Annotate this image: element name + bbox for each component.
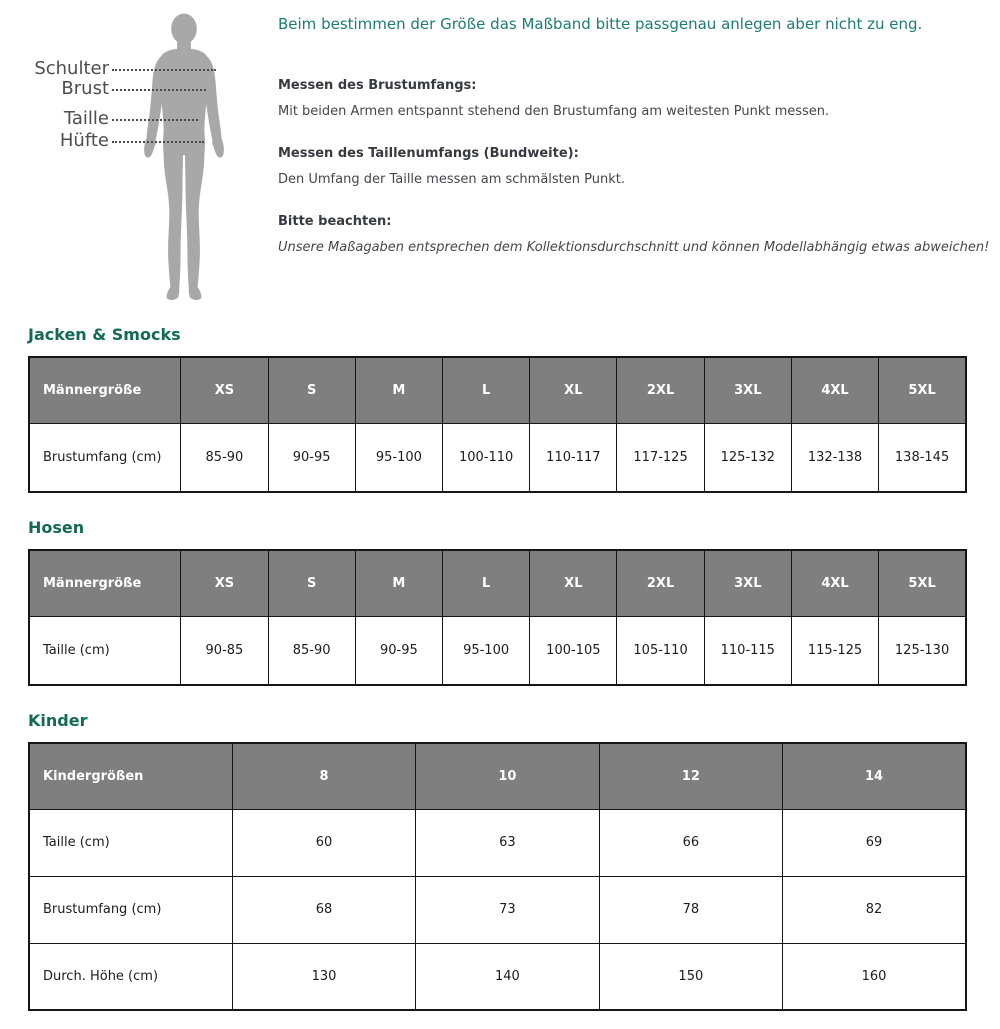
taille-dotted-line [112,119,198,121]
value-cell: 100-105 [530,616,617,685]
size-column-header: 4XL [791,550,878,616]
value-cell: 117-125 [617,423,704,492]
hosen-size-table [28,549,967,686]
huefte-label: Hüfte [59,129,109,151]
size-column-header: 2XL [617,357,704,423]
measurement-label-cell: Taille (cm) [29,616,181,685]
intro-section-heading: Messen des Brustumfangs: [278,78,477,93]
size-column-header: 12 [599,743,782,809]
value-cell: 110-115 [704,616,791,685]
measurement-label-cell: Taille (cm) [29,809,232,876]
schulter-dotted-line [112,69,216,71]
size-column-header: 8 [232,743,415,809]
value-cell: 125-130 [879,616,966,685]
table-header-row [29,550,966,616]
table-data-row [29,616,966,685]
value-cell: 85-90 [268,616,355,685]
intro-section-body: Den Umfang der Taille messen am schmälsten Punkt. [278,172,626,187]
measurement-label-cell: Durch. Höhe (cm) [29,943,232,1010]
intro-section-heading: Messen des Taillenumfangs (Bundweite): [278,146,579,161]
value-cell: 110-117 [530,423,617,492]
size-column-header: 3XL [704,550,791,616]
measure-row-taille [0,107,198,129]
value-cell: 68 [232,876,415,943]
size-column-header: XL [530,550,617,616]
size-column-header: 10 [416,743,599,809]
taille-label: Taille [63,107,109,129]
huefte-dotted-line [112,141,204,143]
section-title-hosen: Hosen [28,518,85,537]
size-column-header: 5XL [879,550,966,616]
value-cell: 90-95 [268,423,355,492]
schulter-label: Schulter [34,57,109,79]
value-cell: 105-110 [617,616,704,685]
intro-section-brustumfang [278,78,992,120]
intro-section-heading: Bitte beachten: [278,214,392,229]
value-cell: 90-95 [355,616,442,685]
value-cell: 138-145 [879,423,966,492]
value-cell: 130 [232,943,415,1010]
table-header-row [29,357,966,423]
measurement-label-cell: Brustumfang (cm) [29,876,232,943]
size-column-header: L [442,357,529,423]
value-cell: 160 [783,943,966,1010]
value-cell: 100-110 [442,423,529,492]
table-header-row [29,743,966,809]
size-column-header: XS [181,357,268,423]
value-cell: 115-125 [791,616,878,685]
size-column-header: XS [181,550,268,616]
value-cell: 125-132 [704,423,791,492]
table-data-row [29,809,966,876]
table-data-row [29,423,966,492]
value-cell: 95-100 [355,423,442,492]
size-column-header: L [442,550,529,616]
value-cell: 85-90 [181,423,268,492]
value-cell: 66 [599,809,782,876]
measure-row-schulter [0,57,216,79]
intro-text-column [278,0,992,256]
measure-row-huefte [0,129,204,151]
size-column-header: 5XL [879,357,966,423]
brust-label: Brust [61,77,109,99]
kinder-size-table [28,742,967,1011]
value-cell: 60 [232,809,415,876]
value-cell: 150 [599,943,782,1010]
intro-title: Beim bestimmen der Größe das Maßband bitte passgenau anlegen aber nicht zu eng. [278,15,923,33]
size-column-header: 14 [783,743,966,809]
value-cell: 132-138 [791,423,878,492]
size-column-header: S [268,357,355,423]
table-corner-header: Männergröße [29,550,181,616]
section-title-jacken-smocks: Jacken & Smocks [28,325,181,344]
value-cell: 90-85 [181,616,268,685]
table-data-row [29,876,966,943]
measuring-instructions-section [0,0,1000,312]
intro-section-body: Mit beiden Armen entspannt stehend den Brustumfang am weitesten Punkt messen. [278,104,830,119]
value-cell: 140 [416,943,599,1010]
brust-dotted-line [112,89,206,91]
value-cell: 69 [783,809,966,876]
table-corner-header: Männergröße [29,357,181,423]
table-data-row [29,943,966,1010]
intro-section-hinweis [278,214,992,256]
intro-section-body: Unsere Maßagaben entsprechen dem Kollektionsdurchschnitt und können Modellabhängig etwas abweichen! [278,240,990,255]
value-cell: 82 [783,876,966,943]
size-column-header: S [268,550,355,616]
value-cell: 78 [599,876,782,943]
value-cell: 95-100 [442,616,529,685]
measure-row-brust [0,77,206,99]
measurement-label-cell: Brustumfang (cm) [29,423,181,492]
section-title-kinder: Kinder [28,711,88,730]
intro-section-taillenumfang [278,146,992,188]
size-column-header: 4XL [791,357,878,423]
size-column-header: M [355,357,442,423]
size-column-header: 2XL [617,550,704,616]
value-cell: 63 [416,809,599,876]
jacken-smocks-size-table [28,356,967,493]
value-cell: 73 [416,876,599,943]
size-tables-section [0,325,1000,1029]
size-column-header: XL [530,357,617,423]
size-column-header: M [355,550,442,616]
size-column-header: 3XL [704,357,791,423]
table-corner-header: Kindergrößen [29,743,232,809]
